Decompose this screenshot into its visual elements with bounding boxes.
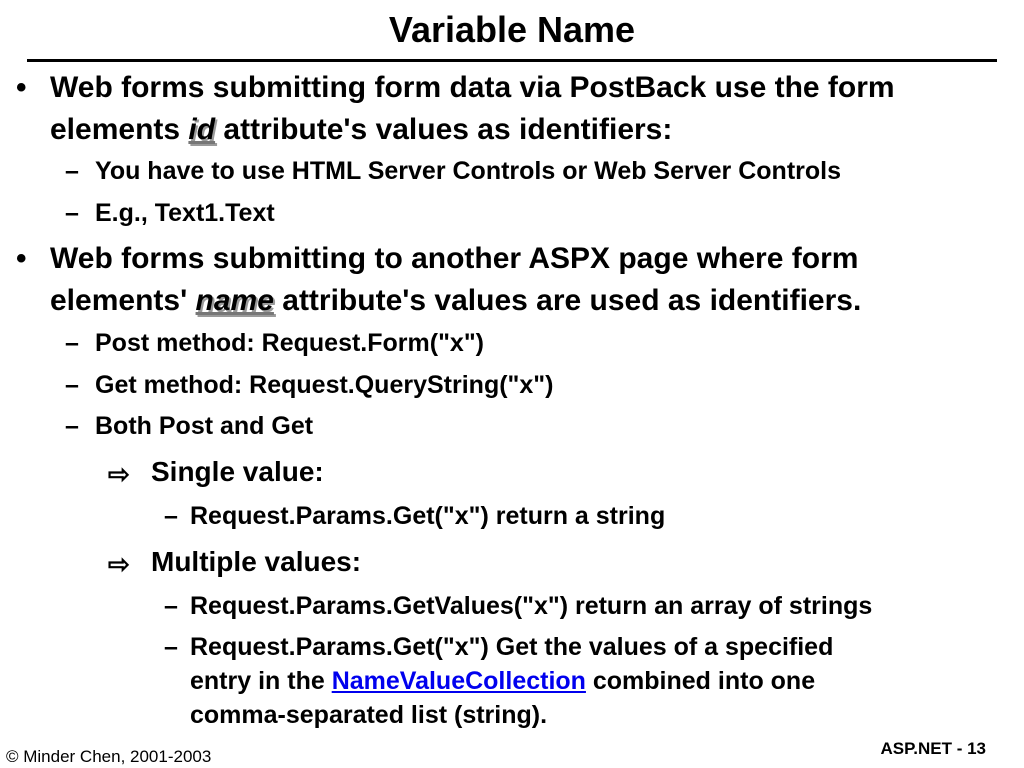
multiple-values-item-2-line-2 <box>190 664 815 698</box>
dash-bullet: – <box>164 502 178 530</box>
bullet-2-line-2 <box>50 280 861 322</box>
footer-copyright: © Minder Chen, 2001-2003 <box>6 747 212 766</box>
outline-right-arrow-icon: ⇨ <box>108 459 130 489</box>
bullet-2-sub-2: Get method: Request.QueryString("x") <box>95 371 554 399</box>
bullet-2-emphasis: name <box>195 284 274 317</box>
dash-bullet: – <box>164 633 178 661</box>
dash-bullet: – <box>65 412 79 440</box>
multiple-values-label: Multiple values: <box>151 546 362 577</box>
bullet-2-sub-1: Post method: Request.Form("x") <box>95 329 485 357</box>
item-2-text-post: combined into one <box>585 667 816 695</box>
item-2-text-pre: entry in the <box>190 667 332 695</box>
bullet-2-text-pre: elements' <box>50 284 196 317</box>
outline-right-arrow-icon: ⇨ <box>108 549 130 579</box>
single-value-label: Single value: <box>151 456 324 487</box>
bullet-1-line-1: Web forms submitting form data via PostBack use the form <box>50 71 895 104</box>
dash-bullet: – <box>65 199 79 227</box>
bullet-1-emphasis: id <box>188 113 216 146</box>
multiple-values-item-1: Request.Params.GetValues("x") return an array of strings <box>190 592 873 620</box>
bullet-1-text-post: attribute's values as identifiers: <box>215 113 673 146</box>
dash-bullet: – <box>164 592 178 620</box>
bullet-1-line-2 <box>50 109 672 151</box>
bullet-1-sub-1: You have to use HTML Server Controls or Web Server Controls <box>95 157 841 185</box>
bullet-dot: • <box>16 71 27 104</box>
slide-title: Variable Name <box>388 9 636 50</box>
footer-page-number: ASP.NET - 13 <box>880 739 986 758</box>
bullet-1-text-pre: elements <box>50 113 189 146</box>
bullet-2-line-1: Web forms submitting to another ASPX page where form <box>50 242 859 275</box>
namevaluecollection-link[interactable]: NameValueCollection <box>331 667 586 695</box>
bullet-dot: • <box>16 242 27 275</box>
dash-bullet: – <box>65 157 79 185</box>
multiple-values-item-2-line-3: comma-separated list (string). <box>190 701 548 729</box>
multiple-values-item-2-line-1: Request.Params.Get("x") Get the values of a specified <box>190 633 834 661</box>
bullet-2-sub-3: Both Post and Get <box>95 412 314 440</box>
bullet-2-text-post: attribute's values are used as identifiers. <box>273 284 862 317</box>
title-divider <box>27 59 997 62</box>
dash-bullet: – <box>65 371 79 399</box>
dash-bullet: – <box>65 329 79 357</box>
bullet-1-sub-2: E.g., Text1.Text <box>95 199 275 227</box>
single-value-item-1: Request.Params.Get("x") return a string <box>190 502 666 530</box>
